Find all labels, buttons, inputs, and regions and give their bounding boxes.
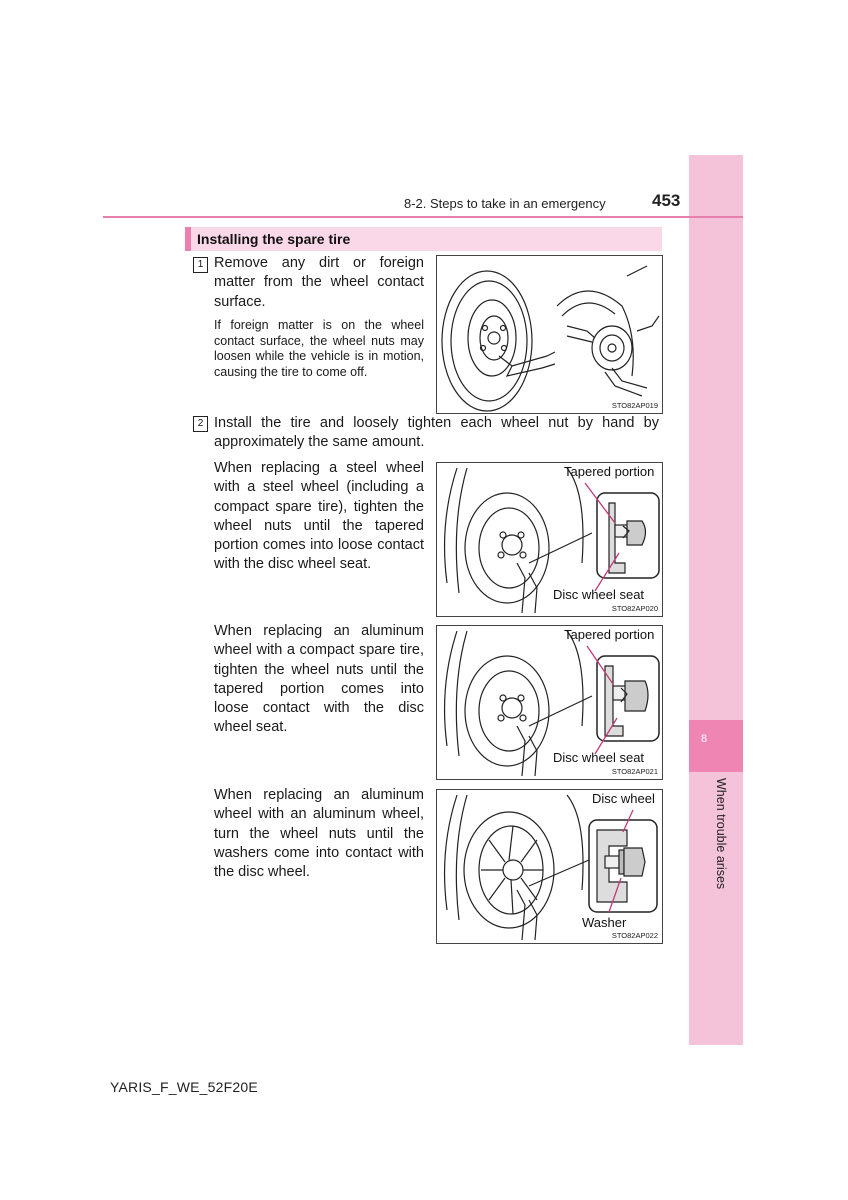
figure-code: STO82AP022	[611, 931, 658, 940]
figure-code: STO82AP021	[611, 767, 658, 776]
document-code: YARIS_F_WE_52F20E	[110, 1079, 258, 1095]
step-number-badge: 2	[193, 416, 208, 432]
callout-washer: Washer	[582, 915, 627, 930]
page-number: 453	[652, 191, 681, 210]
figure-code: STO82AP020	[611, 604, 658, 613]
callout-disc-wheel-seat: Disc wheel seat	[553, 750, 645, 765]
step-2-text: Install the tire and loosely tighten each wheel nut by hand by approximately the same amount.	[214, 415, 659, 451]
figure-code: STO82AP019	[611, 401, 658, 410]
figure-aluminum-wheel	[436, 789, 663, 944]
callout-disc-wheel: Disc wheel	[592, 791, 655, 806]
figure-aluminum-compact-spare	[436, 625, 663, 780]
case-aluminum-aluminum-text: When replacing an aluminum wheel with an aluminum wheel, turn the wheel nuts until the washers come into contact with the disc wheel.	[214, 787, 424, 881]
section-title: Installing the spare tire	[197, 231, 351, 247]
chapter-number-block	[689, 720, 743, 772]
step-1-note: If foreign matter is on the wheel contact surface, the wheel nuts may loosen while the vehicle is in motion, causing the tire to come off.	[214, 318, 424, 379]
illustration-aluminum-wheel-washer	[437, 790, 664, 945]
chapter-side-tab	[689, 155, 743, 1045]
step-1-text: Remove any dirt or foreign matter from the wheel contact surface.	[214, 255, 424, 310]
chapter-number: 8	[700, 733, 708, 745]
section-title-marker	[185, 227, 191, 251]
figure-clean-contact-surface	[436, 255, 663, 414]
illustration-wheel-cleaning	[437, 256, 664, 415]
header-divider	[103, 216, 743, 218]
step-number-badge: 1	[193, 257, 208, 273]
callout-tapered-portion: Tapered portion	[564, 464, 655, 479]
case-steel-wheel-text: When replacing a steel wheel with a steel wheel (including a compact spare tire), tighten the wheel nuts until the tapered portion comes into loose contact with the disc wheel seat.	[214, 460, 424, 573]
case-aluminum-compact-text: When replacing an aluminum wheel with a compact spare tire, tighten the wheel nuts until the tapered portion comes into loose contact with the disc wheel seat.	[214, 623, 424, 736]
callout-disc-wheel-seat: Disc wheel seat	[553, 587, 645, 602]
callout-tapered-portion: Tapered portion	[564, 627, 655, 642]
header-section-title: 8-2. Steps to take in an emergency	[404, 196, 606, 211]
figure-steel-wheel	[436, 462, 663, 617]
chapter-title: When trouble arises	[714, 778, 728, 890]
